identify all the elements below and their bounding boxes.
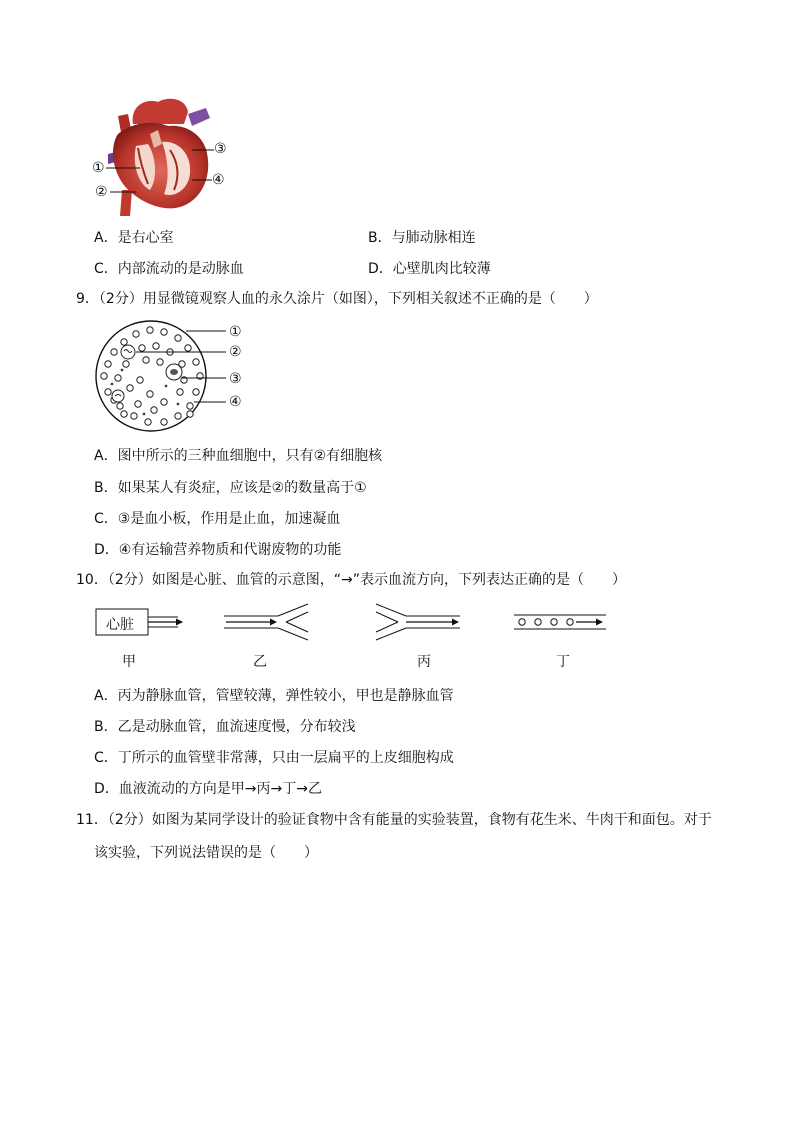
heart-box-label: 心脏	[106, 617, 134, 633]
q8-option-b[interactable]: B．与肺动脉相连	[368, 230, 476, 246]
q11-stem-line1: 11．（2分）如图为某同学设计的验证食物中含有能量的实验装置，食物有花生米、牛肉干和面包。对于	[76, 812, 712, 828]
q10-option-b[interactable]: B．乙是动脉血管，血流速度慢，分布较浅	[94, 719, 356, 735]
q10-option-d[interactable]: D．血液流动的方向是甲→丙→丁→乙	[94, 781, 322, 797]
smear-label-4: ④	[229, 394, 242, 410]
smear-label-3: ③	[229, 371, 242, 387]
heart-label-4: ④	[212, 172, 225, 188]
smear-label-1: ①	[229, 324, 242, 340]
q8-option-c[interactable]: C．内部流动的是动脉血	[94, 261, 244, 277]
vessel-diagram	[94, 602, 624, 642]
smear-label-2: ②	[229, 344, 242, 360]
fig-label-bing: 丙	[417, 654, 431, 670]
fig-label-ding: 丁	[556, 654, 570, 670]
q9-stem: 9．（2分）用显微镜观察人血的永久涂片（如图），下列相关叙述不正确的是（ ）	[76, 291, 598, 307]
q8-option-d[interactable]: D．心壁肌肉比较薄	[368, 261, 491, 277]
vessel-diagram-svg	[94, 602, 624, 642]
q10-option-c[interactable]: C．丁所示的血管壁非常薄，只由一层扁平的上皮细胞构成	[94, 750, 454, 766]
heart-label-3: ③	[214, 141, 227, 157]
fig-label-yi: 乙	[253, 654, 267, 670]
heart-label-1: ①	[92, 160, 105, 176]
q9-option-d[interactable]: D．④有运输营养物质和代谢废物的功能	[94, 542, 342, 558]
q11-stem-line2: 该实验，下列说法错误的是（ ）	[94, 845, 318, 861]
q8-option-a[interactable]: A．是右心室	[94, 230, 174, 246]
q9-option-c[interactable]: C．③是血小板，作用是止血，加速凝血	[94, 511, 341, 527]
q9-option-a[interactable]: A．图中所示的三种血细胞中，只有②有细胞核	[94, 448, 383, 464]
q9-option-b[interactable]: B．如果某人有炎症，应该是②的数量高于①	[94, 480, 367, 496]
heart-label-2: ②	[95, 184, 108, 200]
q10-option-a[interactable]: A．丙为静脉血管，管壁较薄，弹性较小，甲也是静脉血管	[94, 688, 454, 704]
fig-label-jia: 甲	[122, 654, 136, 670]
q10-stem: 10．（2分）如图是心脏、血管的示意图，“→”表示血流方向，下列表达正确的是（ ）	[76, 572, 626, 588]
